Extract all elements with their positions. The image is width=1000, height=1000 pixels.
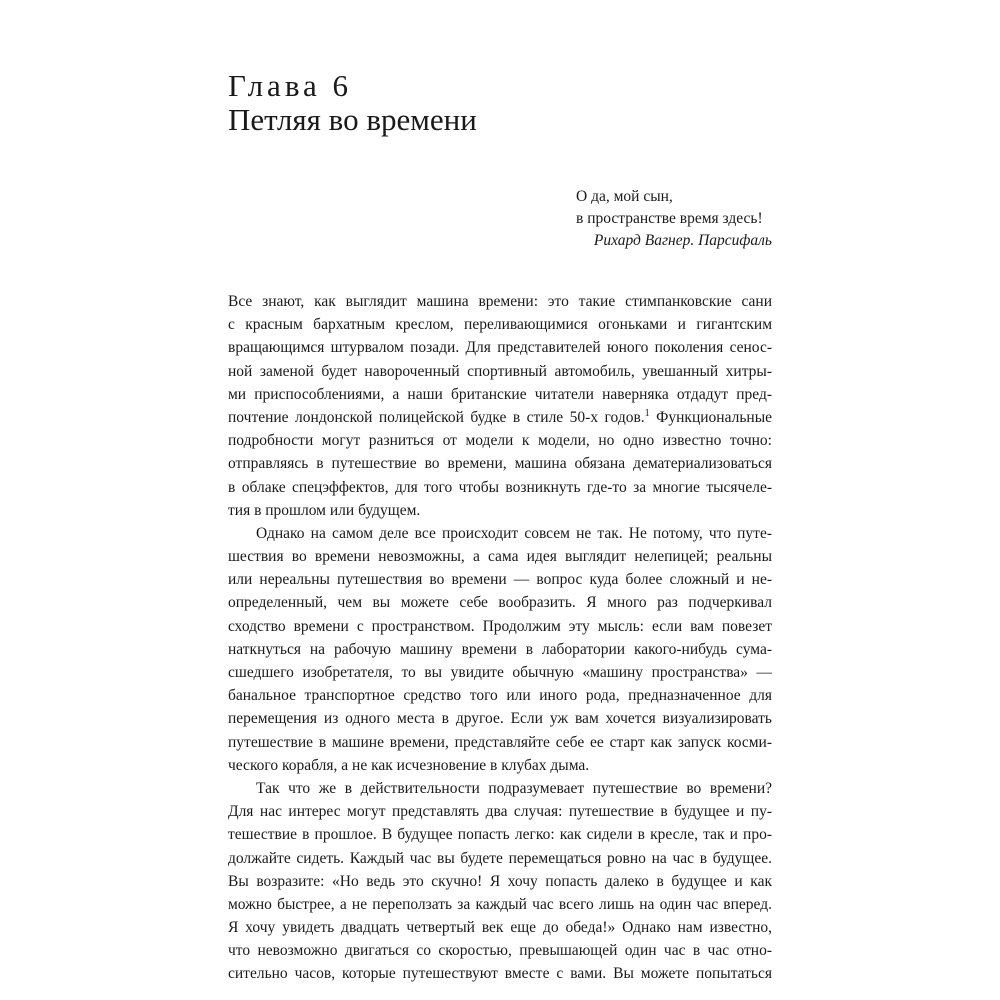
text-line: подробности могут разниться от модели к модели, но одно известно точно: bbox=[228, 432, 772, 450]
text-line: Вы возразите: «Но ведь это скучно! Я хочу попасть далеко в будущее и как bbox=[228, 872, 772, 890]
chapter-title: Петляя во времени bbox=[228, 102, 477, 137]
text-line: вращающимся штурвалом позади. Для представителей юного поколения сенос- bbox=[228, 339, 772, 357]
text-line: Все знают, как выглядит машина времени: это такие стимпанковские сани bbox=[228, 293, 772, 310]
text-line: что невозможно двигаться со скоростью, превышающей один час в час отно- bbox=[228, 942, 772, 960]
epigraph-source: Рихард Вагнер. Парсифаль bbox=[593, 232, 772, 249]
book-page bbox=[228, 0, 772, 1000]
text-line: сходство времени с пространством. Продолжим эту мысль: если вам повезет bbox=[228, 617, 772, 635]
text-line: Я хочу увидеть двадцать четвертый век еще до обеда!» Однако нам известно, bbox=[228, 919, 772, 937]
text-line: перемещения из одного места в другое. Если уж вам хочется визуализировать bbox=[228, 710, 772, 728]
body-text bbox=[228, 290, 772, 986]
text-line: шествия во времени невозможны, а сама идея выглядит нелепицей; реальны bbox=[228, 548, 772, 566]
text-line: тия в прошлом или будущем. bbox=[228, 501, 421, 519]
text-line: или нереальны путешествия во времени — вопрос куда более сложный и не- bbox=[228, 571, 772, 589]
text-line: Так что же в действительности подразумевает путешествие во времени? bbox=[256, 779, 772, 797]
text-line-part: Функциональные bbox=[649, 408, 772, 426]
text-line: отправляясь в путешествие во времени, машина обязана дематериализоваться bbox=[228, 455, 772, 473]
text-line: в облаке спецэффектов, для того чтобы возникнуть где-то за многие тысячеле- bbox=[228, 478, 772, 496]
text-line: наткнуться на рабочую машину времени в лаборатории какого-нибудь сума- bbox=[228, 640, 772, 658]
epigraph-line: О да, мой сын, bbox=[576, 188, 673, 205]
text-line: с красным бархатным креслом, переливающимися огоньками и гигантским bbox=[228, 316, 772, 334]
footnote-mark[interactable]: 1 bbox=[644, 407, 650, 419]
chapter-label: Глава 6 bbox=[228, 68, 353, 103]
text-line: ной заменой будет навороченный спортивный автомобиль, увешанный хитры- bbox=[228, 362, 772, 380]
paragraph-2 bbox=[228, 522, 772, 777]
text-line: должайте сидеть. Каждый час вы будете перемещаться ровно на час в будущее. bbox=[228, 849, 772, 867]
epigraph bbox=[576, 186, 772, 252]
epigraph-line: в пространстве время здесь! bbox=[576, 210, 763, 227]
text-line: ми приспособлениями, а наши британские читатели наверняка отдадут пред- bbox=[228, 385, 772, 403]
text-line: банальное транспортное средство того или иного рода, предназначенное для bbox=[228, 687, 772, 705]
text-line-part: почтение лондонской полицейской будке в стиле 50-х годов. bbox=[228, 408, 645, 426]
text-line: сшедшего изобретателя, то вы увидите обычную «машину пространства» — bbox=[228, 664, 772, 681]
text-line: определенный, чем вы можете себе вообразить. Я много раз подчеркивал bbox=[228, 594, 772, 612]
text-line: сительно часов, которые путешествуют вместе с вами. Вы можете попытаться bbox=[228, 965, 772, 983]
text-line: Для нас интерес могут представлять два случая: путешествие в будущее и пу- bbox=[228, 803, 772, 821]
text-line: можно быстрее, а не переползать за каждый час всего лишь на один час вперед. bbox=[228, 895, 772, 913]
paragraph-1 bbox=[228, 290, 772, 522]
text-line: ческого корабля, а не как исчезновение в клубах дыма. bbox=[228, 756, 590, 774]
text-line: тешествие в прошлое. В будущее попасть легко: как сидели в кресле, так и про- bbox=[228, 826, 772, 844]
text-line: путешествие в машине времени, представляйте себе ее старт как запуск косми- bbox=[228, 733, 772, 751]
text-line bbox=[228, 406, 772, 429]
text-line: Однако на самом деле все происходит совсем не так. Не потому, что путе- bbox=[256, 524, 772, 542]
paragraph-3 bbox=[228, 777, 772, 986]
